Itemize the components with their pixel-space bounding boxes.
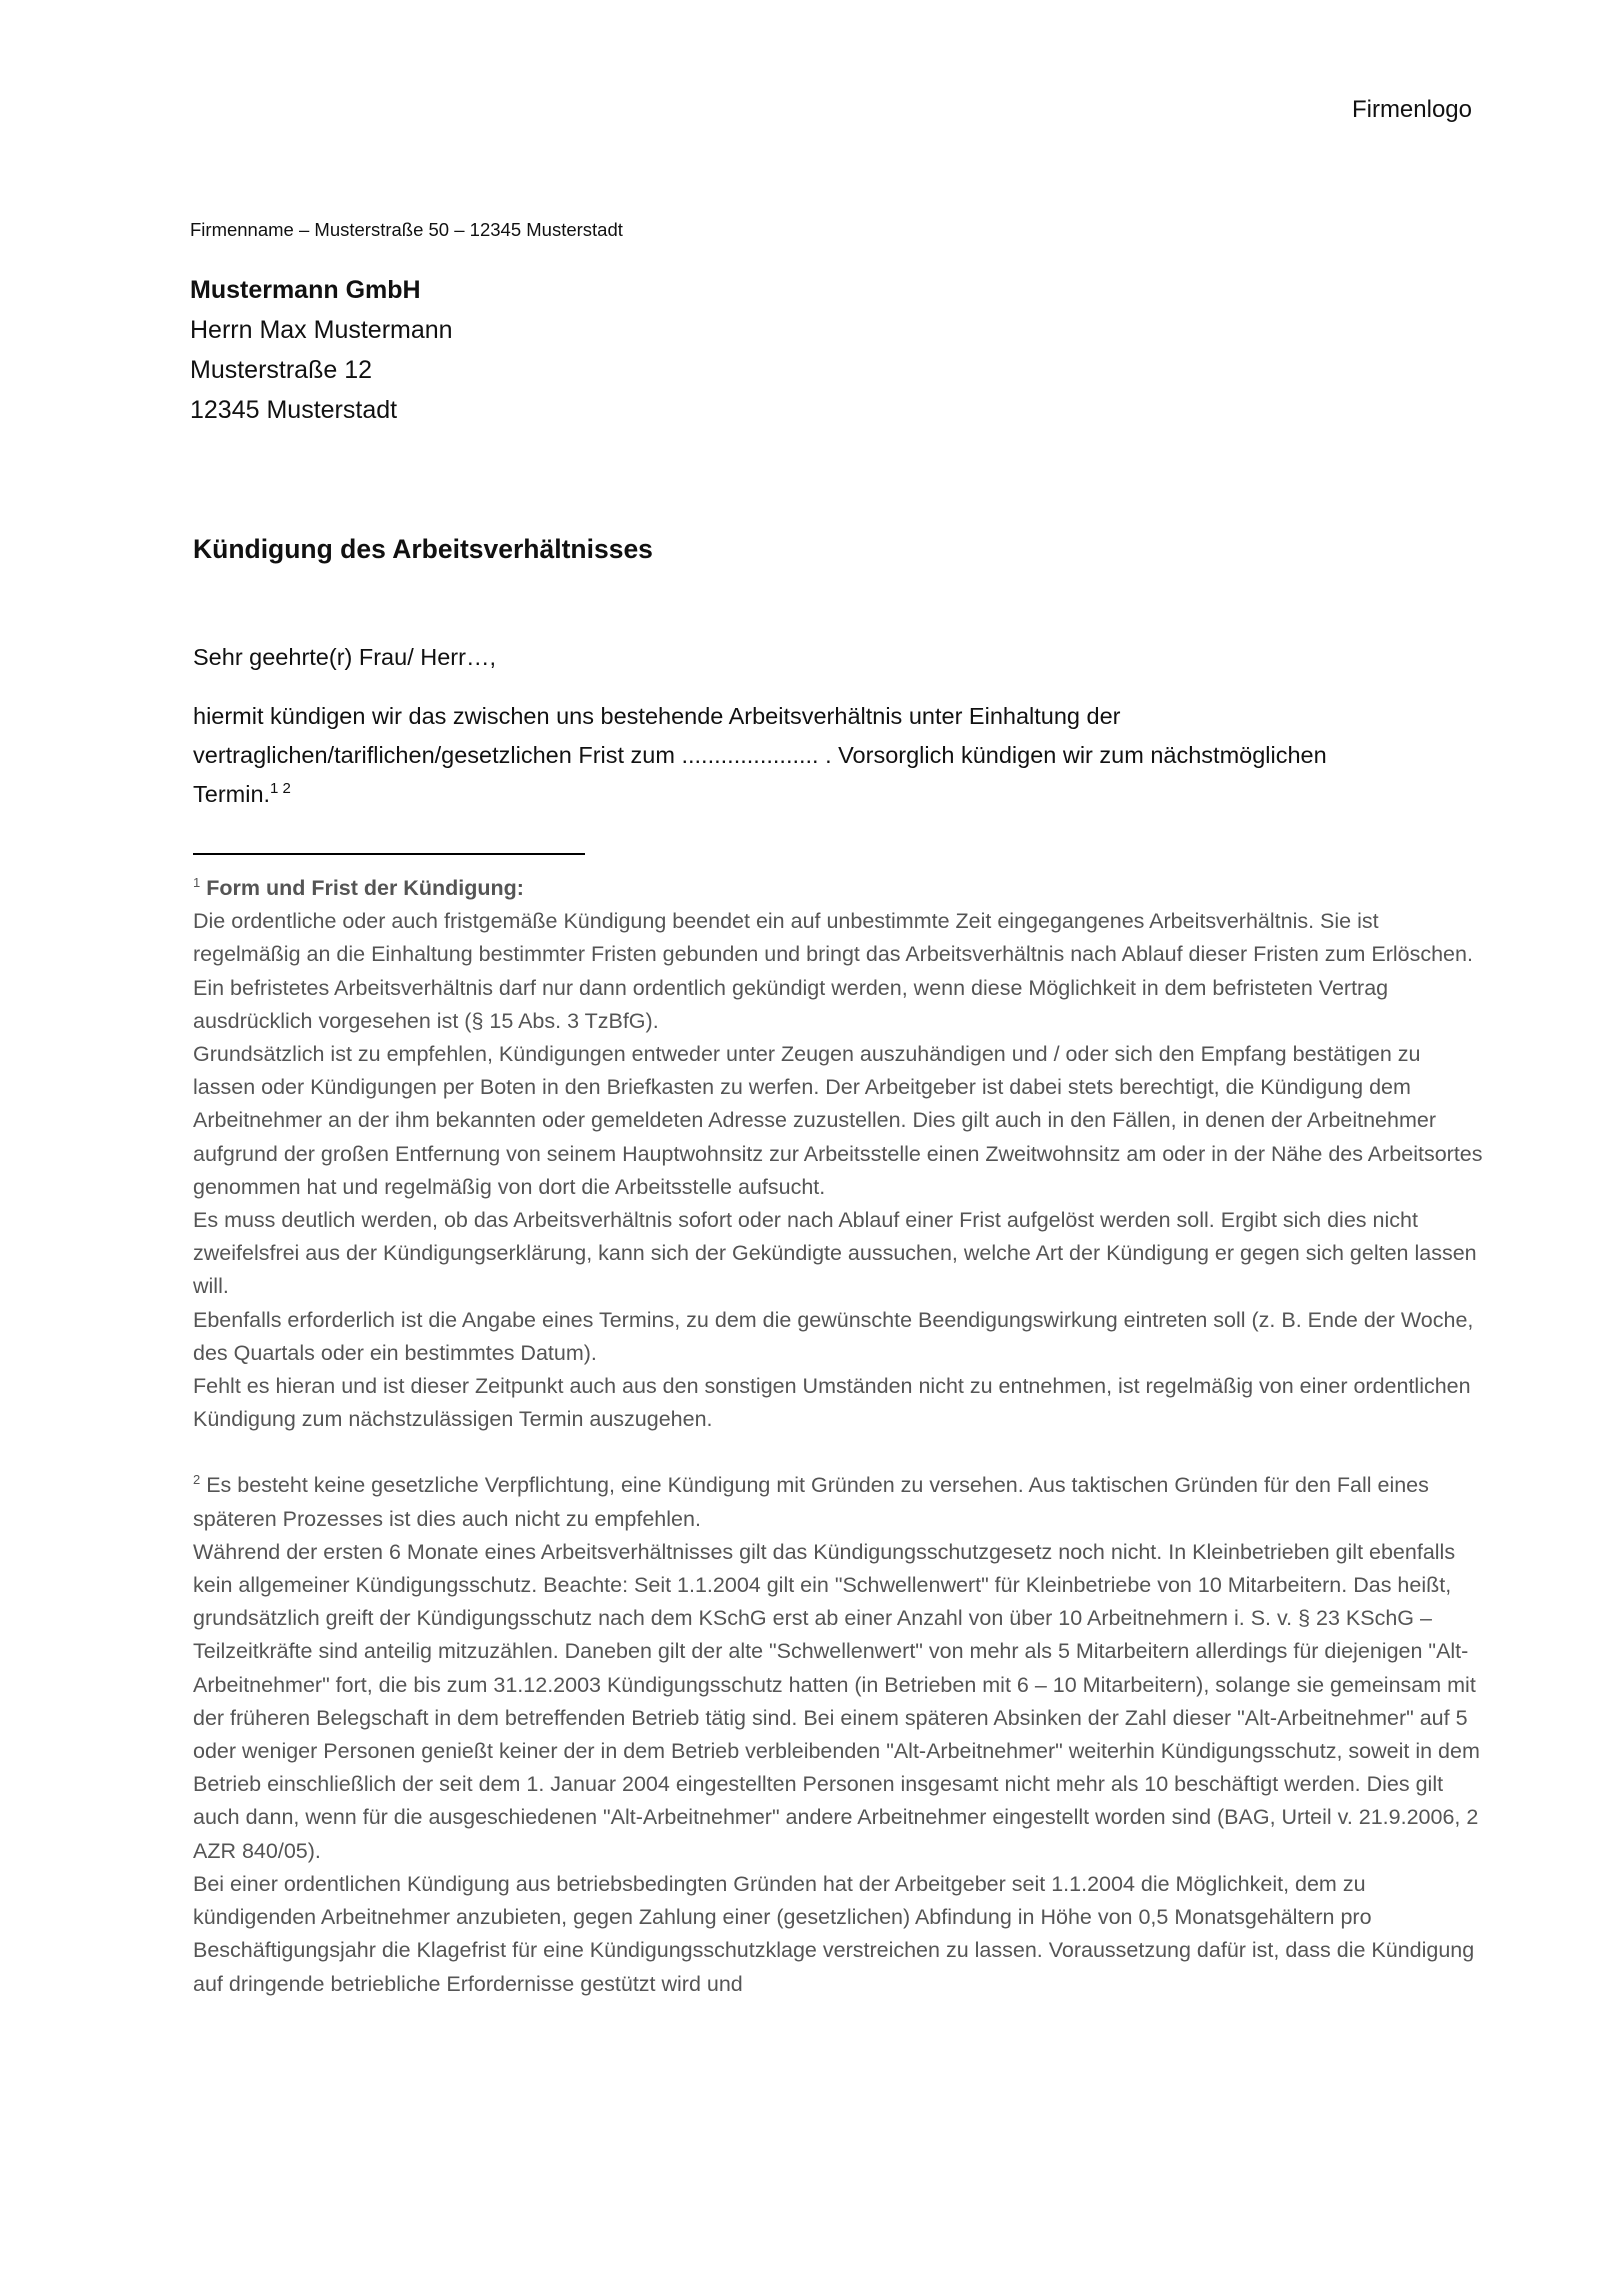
footnote-paragraph: Es muss deutlich werden, ob das Arbeitsverhältnis sofort oder nach Ablauf einer Frist aufgelöst werden soll. Ergibt sich dies nicht zweifelsfrei aus der Kündigungserklärung, kann sich der Gekündigte aussuchen, welche Art der Kündigung er gegen sich gelten lassen will. [193,1208,1477,1299]
recipient-street: Musterstraße 12 [190,356,373,384]
footnote-2 [193,1469,1483,2000]
footnote-paragraph: Bei einer ordentlichen Kündigung aus betriebsbedingten Gründen hat der Arbeitgeber seit 1.1.2004 die Möglichkeit, dem zu kündigenden Arbeitnehmer anzubieten, gegen Zahlung einer (gesetzlichen) Abfindung in Höhe von 0,5 Monatsgehältern pro Beschäftigungsjahr die Klagefrist für eine Kündigungsschutzklage verstreichen zu lassen. Voraussetzung dafür ist, dass die Kündigung auf dringende betriebliche Erfordernisse gestützt wird und [193,1871,1475,1996]
footnote-1 [193,872,1483,1436]
recipient-address-block [190,270,453,430]
footnote-paragraph: Ebenfalls erforderlich ist die Angabe eines Termins, zu dem die gewünschte Beendigungswirkung eintreten soll (z. B. Ende der Woche, des Quartals oder ein bestimmtes Datum). [193,1307,1474,1365]
footnote-paragraph: Die ordentliche oder auch fristgemäße Kündigung beendet ein auf unbestimmte Zeit eingegangenes Arbeitsverhältnis. Sie ist regelmäßig an die Einhaltung bestimmter Fristen gebunden und bringt das Arbeitsverhältnis nach Ablauf dieser Fristen zum Erlöschen. Ein befristetes Arbeitsverhältnis darf nur dann ordentlich gekündigt werden, wenn diese Möglichkeit in dem befristeten Vertrag ausdrücklich vorgesehen ist (§ 15 Abs. 3 TzBfG). [193,909,1473,1033]
footnote-mark: 1 [193,874,201,890]
recipient-city: 12345 Musterstadt [190,396,398,424]
company-logo-placeholder: Firmenlogo [1351,96,1472,123]
footnotes-section [193,872,1483,2034]
footnote-mark: 2 [193,1472,201,1488]
footnote-text: Es besteht keine gesetzliche Verpflichtung, eine Kündigung mit Gründen zu versehen. Aus taktischen Gründen für den Fall eines späteren Prozesses ist dies auch nicht zu empfehlen. [193,1473,1429,1531]
letter-salutation: Sehr geehrte(r) Frau/ Herr…, [193,644,496,670]
footnote-reference: 1 2 [270,780,291,798]
body-line-text: Termin. [193,781,271,807]
sender-address-line: Firmenname – Musterstraße 50 – 12345 Musterstadt [190,219,623,240]
footnote-paragraph: Grundsätzlich ist zu empfehlen, Kündigungen entweder unter Zeugen auszuhändigen und / oder sich den Empfang bestätigen zu lassen oder Kündigungen per Boten in den Briefkasten zu werfen. Der Arbeitgeber ist dabei stets berechtigt, die Kündigung dem Arbeitnehmer an der ihm bekannten oder gemeldeten Adresse zuzustellen. Dies gilt auch in den Fällen, in denen der Arbeitnehmer aufgrund der großen Entfernung von seinem Hauptwohnsitz zur Arbeitsstelle einen Zweitwohnsitz am oder in der Nähe des Arbeitsortes genommen hat und regelmäßig von dort die Arbeitsstelle aufsucht. [193,1042,1483,1199]
footnote-1-heading [193,872,1483,905]
footnote-separator [193,853,585,855]
letter-subject: Kündigung des Arbeitsverhältnisses [193,534,653,564]
recipient-company: Mustermann GmbH [190,276,421,304]
recipient-name: Herrn Max Mustermann [190,316,453,344]
footnote-paragraph: Fehlt es hieran und ist dieser Zeitpunkt auch aus den sonstigen Umständen nicht zu entnehmen, ist regelmäßig von einer ordentlichen Kündigung zum nächstzulässigen Termin auszugehen. [193,1374,1471,1432]
letter-body [193,697,1493,814]
body-line [193,775,1493,814]
body-line: hiermit kündigen wir das zwischen uns bestehende Arbeitsverhältnis unter Einhaltung der [193,703,1121,729]
footnote-paragraph: Während der ersten 6 Monate eines Arbeitsverhältnisses gilt das Kündigungsschutzgesetz noch nicht. In Kleinbetrieben gilt ebenfalls kein allgemeiner Kündigungsschutz. Beachte: Seit 1.1.2004 gilt ein "Schwellenwert" für Kleinbetriebe von 10 Mitarbeitern. Das heißt, grundsätzlich greift der Kündigungsschutz nach dem KSchG erst ab einer Anzahl von über 10 Arbeitnehmern i. S. v. § 23 KSchG – Teilzeitkräfte sind anteilig mitzuzählen. Daneben gilt der alte "Schwellenwert" von mehr als 5 Mitarbeitern allerdings für diejenigen "Alt-Arbeitnehmer" fort, die bis zum 31.12.2003 Kündigungsschutz hatten (in Betrieben mit 6 – 10 Mitarbeitern), solange sie gemeinsam mit der früheren Belegschaft in dem betreffenden Betrieb tätig sind. Bei einem späteren Absinken der Zahl dieser "Alt-Arbeitnehmer" auf 5 oder weniger Personen genießt keiner der in dem Betrieb verbleibenden "Alt-Arbeitnehmer" weiterhin Kündigungsschutz, soweit in dem Betrieb einschließlich der seit dem 1. Januar 2004 eingestellten Personen insgesamt nicht mehr als 10 beschäftigt werden. Dies gilt auch dann, wenn für die ausgeschiedenen "Alt-Arbeitnehmer" andere Arbeitnehmer eingestellt worden sind (BAG, Urteil v. 21.9.2006, 2 AZR 840/05). [193,1539,1480,1863]
footnote-title: Form und Frist der Kündigung: [206,876,524,900]
body-line: vertraglichen/tariflichen/gesetzlichen Frist zum ..................... . Vorsorglich kündigen wir zum nächstmöglichen [193,742,1327,768]
footnote-2-intro [193,1469,1483,1535]
